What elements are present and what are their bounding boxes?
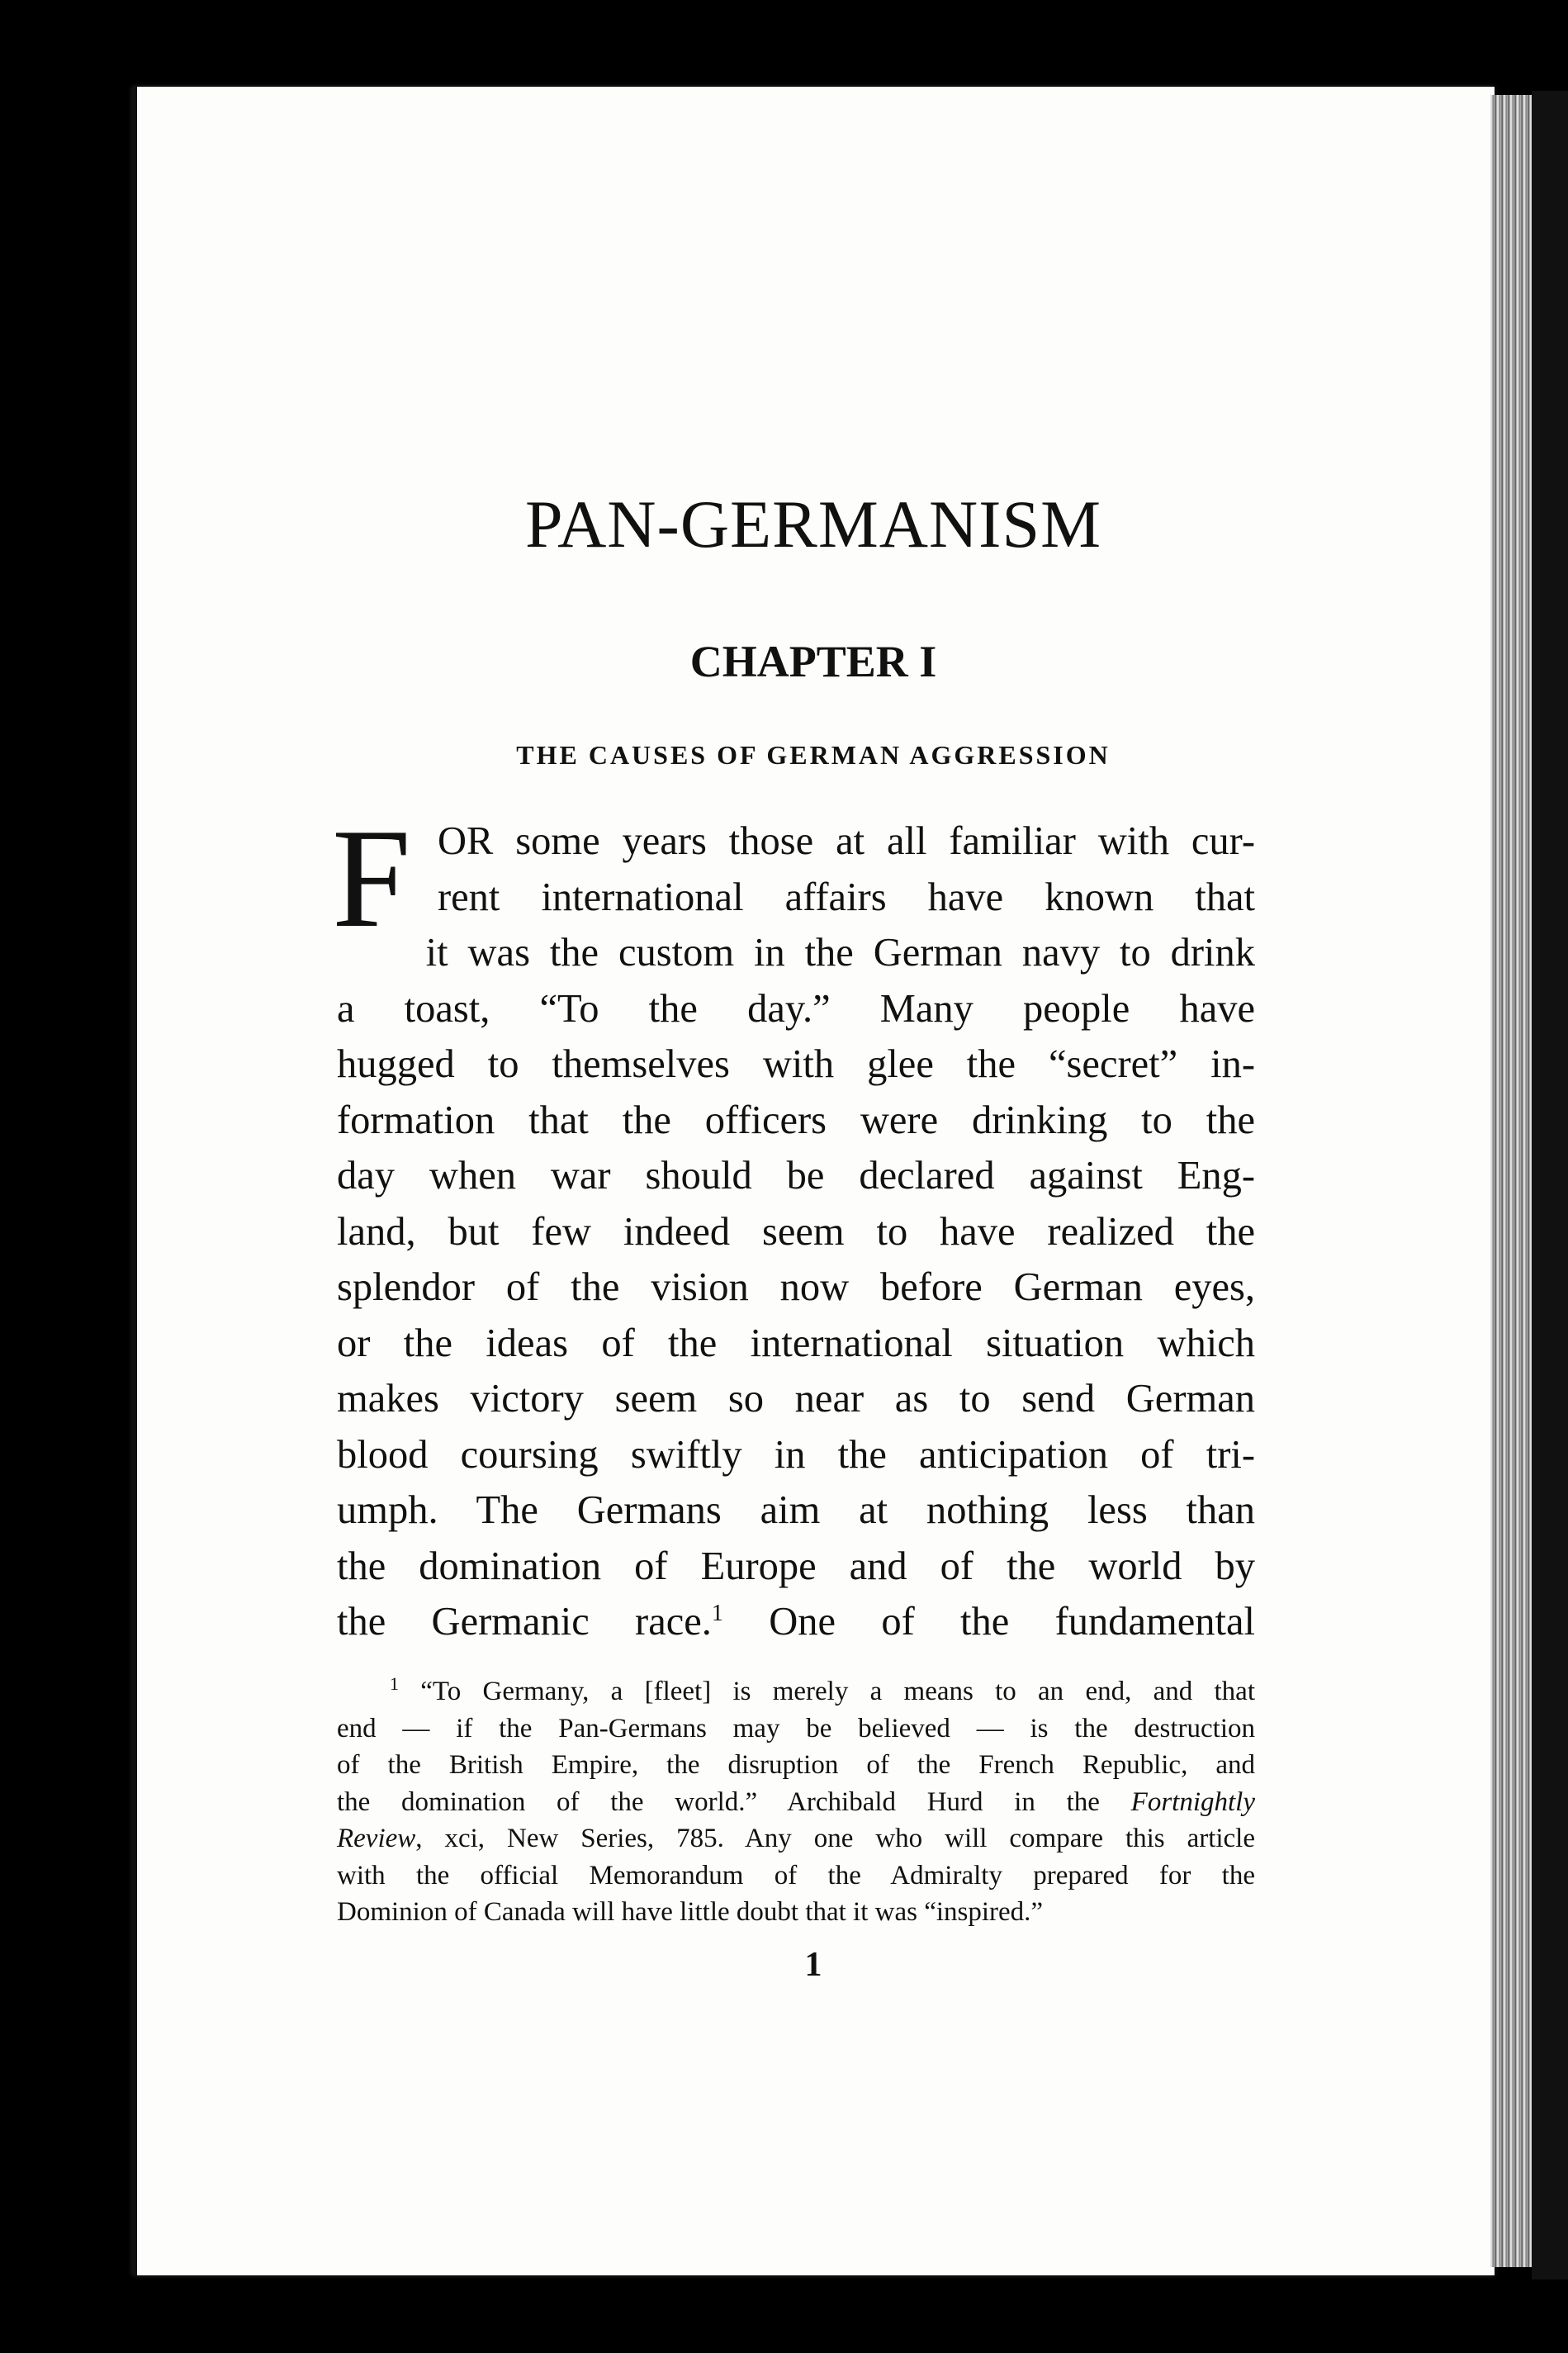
footnote-line: Dominion of Canada will have little doubt that it was “inspired.” xyxy=(337,1897,1044,1927)
scan-border xyxy=(1532,91,1568,2279)
footnote-line: of the British Empire, the disruption of the French Republic, and xyxy=(337,1750,1255,1780)
body-line: land, but few indeed seem to have realized the xyxy=(337,1209,1255,1254)
footnote-reference: 1 xyxy=(711,1600,723,1626)
body-line: blood coursing swiftly in the anticipation of tri- xyxy=(337,1432,1255,1477)
chapter-heading: CHAPTER I xyxy=(689,637,937,686)
body-line: the domination of Europe and of the world by xyxy=(337,1544,1255,1588)
footnote-line: with the official Memorandum of the Admiralty prepared for the xyxy=(337,1860,1255,1890)
body-line: or the ideas of the international situation which xyxy=(337,1321,1255,1365)
body-line-text: One of the fundamental xyxy=(722,1600,1255,1644)
footnote-marker: 1 xyxy=(390,1673,399,1694)
body-line: splendor of the vision now before German eyes, xyxy=(337,1265,1255,1309)
footnote-line xyxy=(337,1784,1255,1821)
body-line: hugged to themselves with glee the “secret” in- xyxy=(337,1042,1255,1086)
body-line: day when war should be declared against Eng- xyxy=(337,1154,1255,1198)
chapter-subtitle: THE CAUSES OF GERMAN AGGRESSION xyxy=(516,740,1111,770)
page-number: 1 xyxy=(804,1946,822,1984)
page-edges xyxy=(1490,95,1532,2267)
body-line: a toast, “To the day.” Many people have xyxy=(337,986,1255,1031)
footnote xyxy=(337,1673,1255,1931)
body-line: umph. The Germans aim at nothing less than xyxy=(337,1488,1255,1532)
book-title: PAN-GERMANISM xyxy=(525,486,1101,562)
body-line xyxy=(337,1594,1255,1650)
footnote-line: end — if the Pan-Germans may be believed — is the destruction xyxy=(337,1713,1255,1743)
footnote-line xyxy=(337,1820,1255,1857)
body-line: OR some years those at all familiar with cur- xyxy=(438,819,1255,863)
footnote-text: , xci, New Series, 785. Any one who will compare this article xyxy=(415,1824,1255,1853)
footnote-line xyxy=(337,1673,1255,1710)
footnote-text: the domination of the world.” Archibald Hurd in the xyxy=(337,1786,1131,1817)
drop-cap: F xyxy=(332,800,411,957)
body-line-text: the Germanic race. xyxy=(337,1600,712,1644)
footnote-text: “To Germany, a [fleet] is merely a means to an end, and that xyxy=(420,1677,1256,1706)
body-line: it was the custom in the German navy to drink xyxy=(425,931,1255,975)
body-line: formation that the officers were drinking to the xyxy=(337,1098,1255,1142)
body-text xyxy=(332,800,1255,1650)
body-line: makes victory seem so near as to send German xyxy=(337,1377,1255,1421)
footnote-citation-italic: Review xyxy=(337,1824,416,1853)
footnote-citation-italic: Fortnightly xyxy=(1130,1786,1255,1817)
body-line: rent international affairs have known that xyxy=(438,875,1255,919)
